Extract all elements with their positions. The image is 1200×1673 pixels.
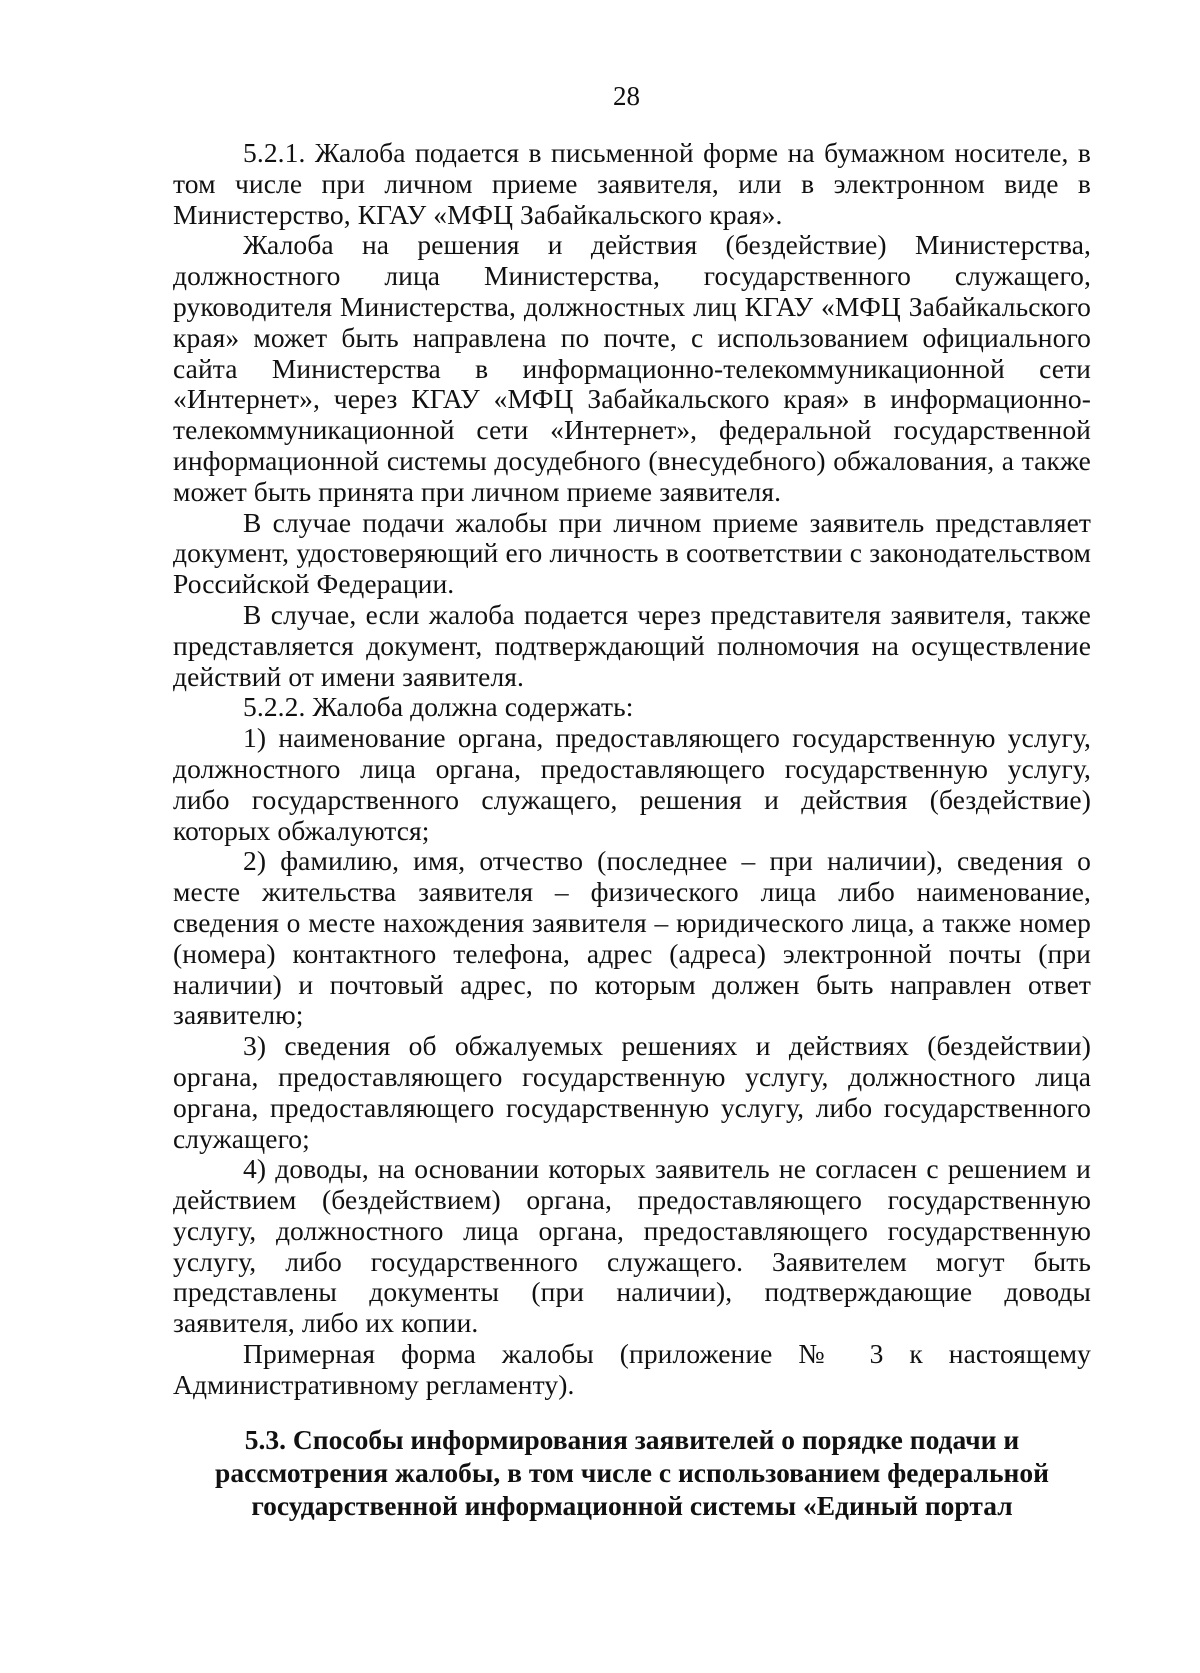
list-item-3: 3) сведения об обжалуемых решениях и действиях (бездействии) органа, предоставляющего государственную услугу, должностного лица органа, предоставляющего государственную услугу, либо государственного служащего; (173, 1030, 1091, 1154)
list-item-1: 1) наименование органа, предоставляющего государственную услугу, должностного лица органа, предоставляющего государственную услугу, либо государственного служащего, решения и действия (бездействие) которых обжалуются; (173, 722, 1091, 846)
paragraph-personal-reception: В случае подачи жалобы при личном приеме заявитель представляет документ, удостоверяющий его личность в соответствии с законодательством Российской Федерации. (173, 506, 1091, 600)
page-number: 28 (613, 81, 640, 111)
paragraph-complaint-channels: Жалоба на решения и действия (бездействие) Министерства, должностного лица Министерства, государственного служащего, руководителя Министерства, должностных лиц КГАУ «МФЦ Забайкальского края» может быть направлена по почте, с использованием официального сайта Министерства в информационно-телекоммуникационной сети «Интернет», через КГАУ «МФЦ Забайкальского края» в информационно-телекоммуникационной сети «Интернет», федеральной государственной информационной системы досудебного (внесудебного) обжалования, а также может быть принята при личном приеме заявителя. (173, 229, 1091, 507)
paragraph-representative: В случае, если жалоба подается через представителя заявителя, также представляется документ, подтверждающий полномочия на осуществление действий от имени заявителя. (173, 598, 1091, 692)
list-item-4: 4) доводы, на основании которых заявитель не согласен с решением и действием (бездействием) органа, предоставляющего государственную услугу, должностного лица органа, предоставляющего государственную услугу, либо государственного служащего. Заявителем могут быть представлены документы (при наличии), подтверждающие доводы заявителя, либо их копии. (173, 1153, 1091, 1339)
section-heading-5-3: 5.3. Способы информирования заявителей о порядке подачи и рассмотрения жалобы, в том числе с использованием федеральной государственной информационной системы «Единый портал (215, 1424, 1049, 1521)
paragraph-sample-form: Примерная форма жалобы (приложение № 3 к настоящему Административному регламенту). (173, 1338, 1091, 1400)
paragraph-5-2-2: 5.2.2. Жалоба должна содержать: (243, 691, 634, 723)
paragraph-5-2-1: 5.2.1. Жалоба подается в письменной форме на бумажном носителе, в том числе при личном приеме заявителя, или в электронном виде в Министерство, КГАУ «МФЦ Забайкальского края». (173, 137, 1091, 230)
body-text (173, 138, 1091, 1401)
list-item-2: 2) фамилию, имя, отчество (последнее – при наличии), сведения о месте жительства заявителя – физического лица либо наименование, сведения о месте нахождения заявителя – юридического лица, а также номер (номера) контактного телефона, адрес (адреса) электронной почты (при наличии) и почтовый адрес, по которым должен быть направлен ответ заявителю; (173, 845, 1091, 1031)
